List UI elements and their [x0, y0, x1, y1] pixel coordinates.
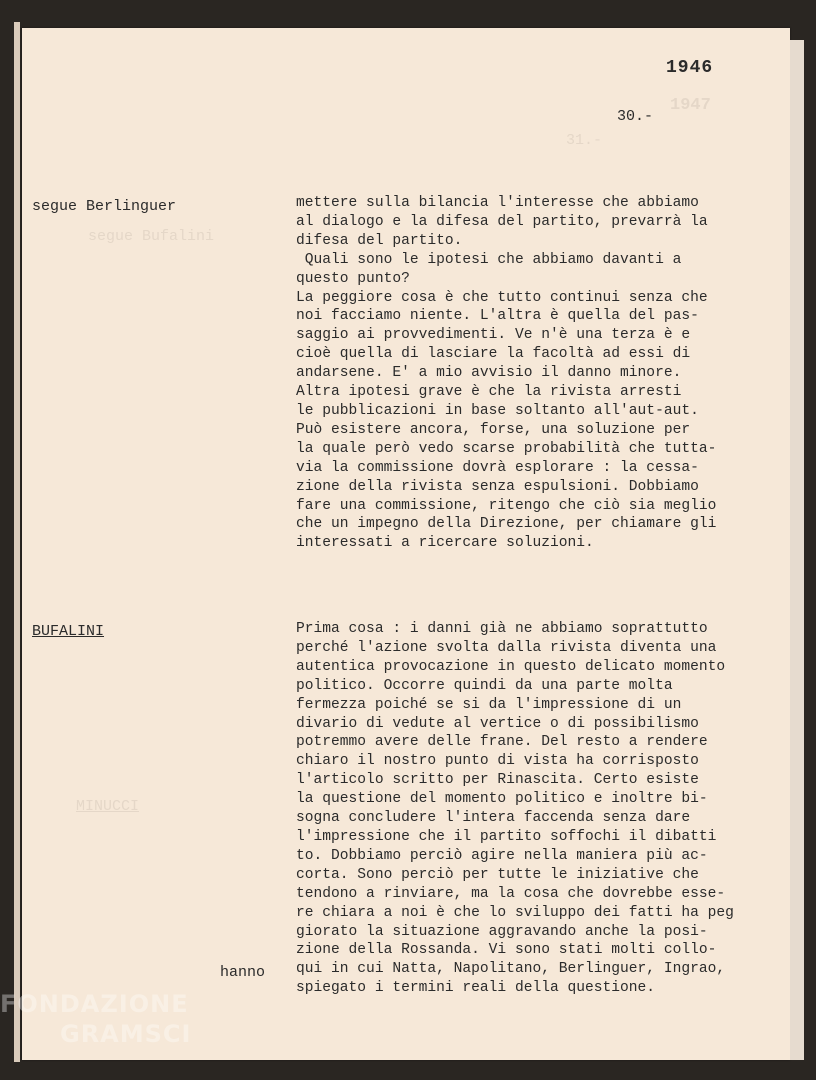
speech-berlinguer: mettere sulla bilancia l'interesse che abbiamo al dialogo e la difesa del partito, prevarrà la difesa del partito. Quali sono le ipotesi che abbiamo davanti a questo punto? La peggiore cosa è che tutto continui senza che noi facciamo niente. L'altra è quella del pas- saggio ai provvedimenti. Ve n'è una terza è e cioè quella di lasciare la facoltà ad essi di andarsene. E' a mio avvisio il danno minore. Altra ipotesi grave è che la rivista arresti le pubblicazioni in base soltanto all'aut-aut. Può esistere ancora, forse, una soluzione per la quale però vedo scarse probabilità che tutta- via la commissione dovrà esplorare : la cessa- zione della rivista senza espulsioni. Dobbiamo fare una commissione, ritengo che ciò sia meglio che un impegno della Direzione, per chiamare gli interessati a ricercare soluzioni.	[296, 195, 717, 552]
speech-bufalini: Prima cosa : i danni già ne abbiamo soprattutto perché l'azione svolta dalla rivista diventa una autentica provocazione in questo delicato momento politico. Occorre quindi da una parte molta fermezza poiché se si da l'impressione di un divario di vedute al vertice o di possibilismo potremmo avere delle frane. Del resto a rendere chiaro il nostro punto di vista ha corrisposto l'articolo scritto per Rinascita. Certo esiste la questione del momento politico e inoltre bi- sogna concludere l'intera faccenda senza dare l'impressione che il partito soffochi il dibatti to. Dobbiamo perciò agire nella maniera più ac- corta. Sono perciò per tutte le iniziative che tendono a rinviare, ma la cosa che dovrebbe esse- re chiara a noi è che lo sviluppo dei fatti ha peg giorato la situazione aggravando anche la posi- zione della Rossanda. Vi sono stati molti collo- qui in cui Natta, Napolitano, Berlinguer, Ingrao, spiegato i termini reali della questione.	[296, 621, 734, 997]
watermark-line-2: GRAMSCI	[60, 1020, 192, 1048]
bleed-year: 1947	[670, 96, 711, 115]
bleed-page: 31.-	[566, 132, 603, 149]
bleed-speaker-1: segue Bufalini	[88, 228, 215, 245]
year-heading: 1946	[666, 58, 714, 78]
speaker-label-berlinguer: segue Berlinguer	[32, 198, 177, 215]
page-edge-right	[790, 40, 804, 1060]
bleed-speaker-2: MINUCCI	[76, 798, 140, 815]
watermark-logo	[0, 990, 191, 1048]
page-edge-left	[14, 22, 20, 1062]
watermark-line-1: FONDAZIONE	[0, 990, 189, 1018]
page-number: 30.-	[617, 108, 654, 125]
speaker-label-bufalini: BUFALINI	[32, 623, 105, 640]
margin-note: hanno	[220, 964, 266, 981]
